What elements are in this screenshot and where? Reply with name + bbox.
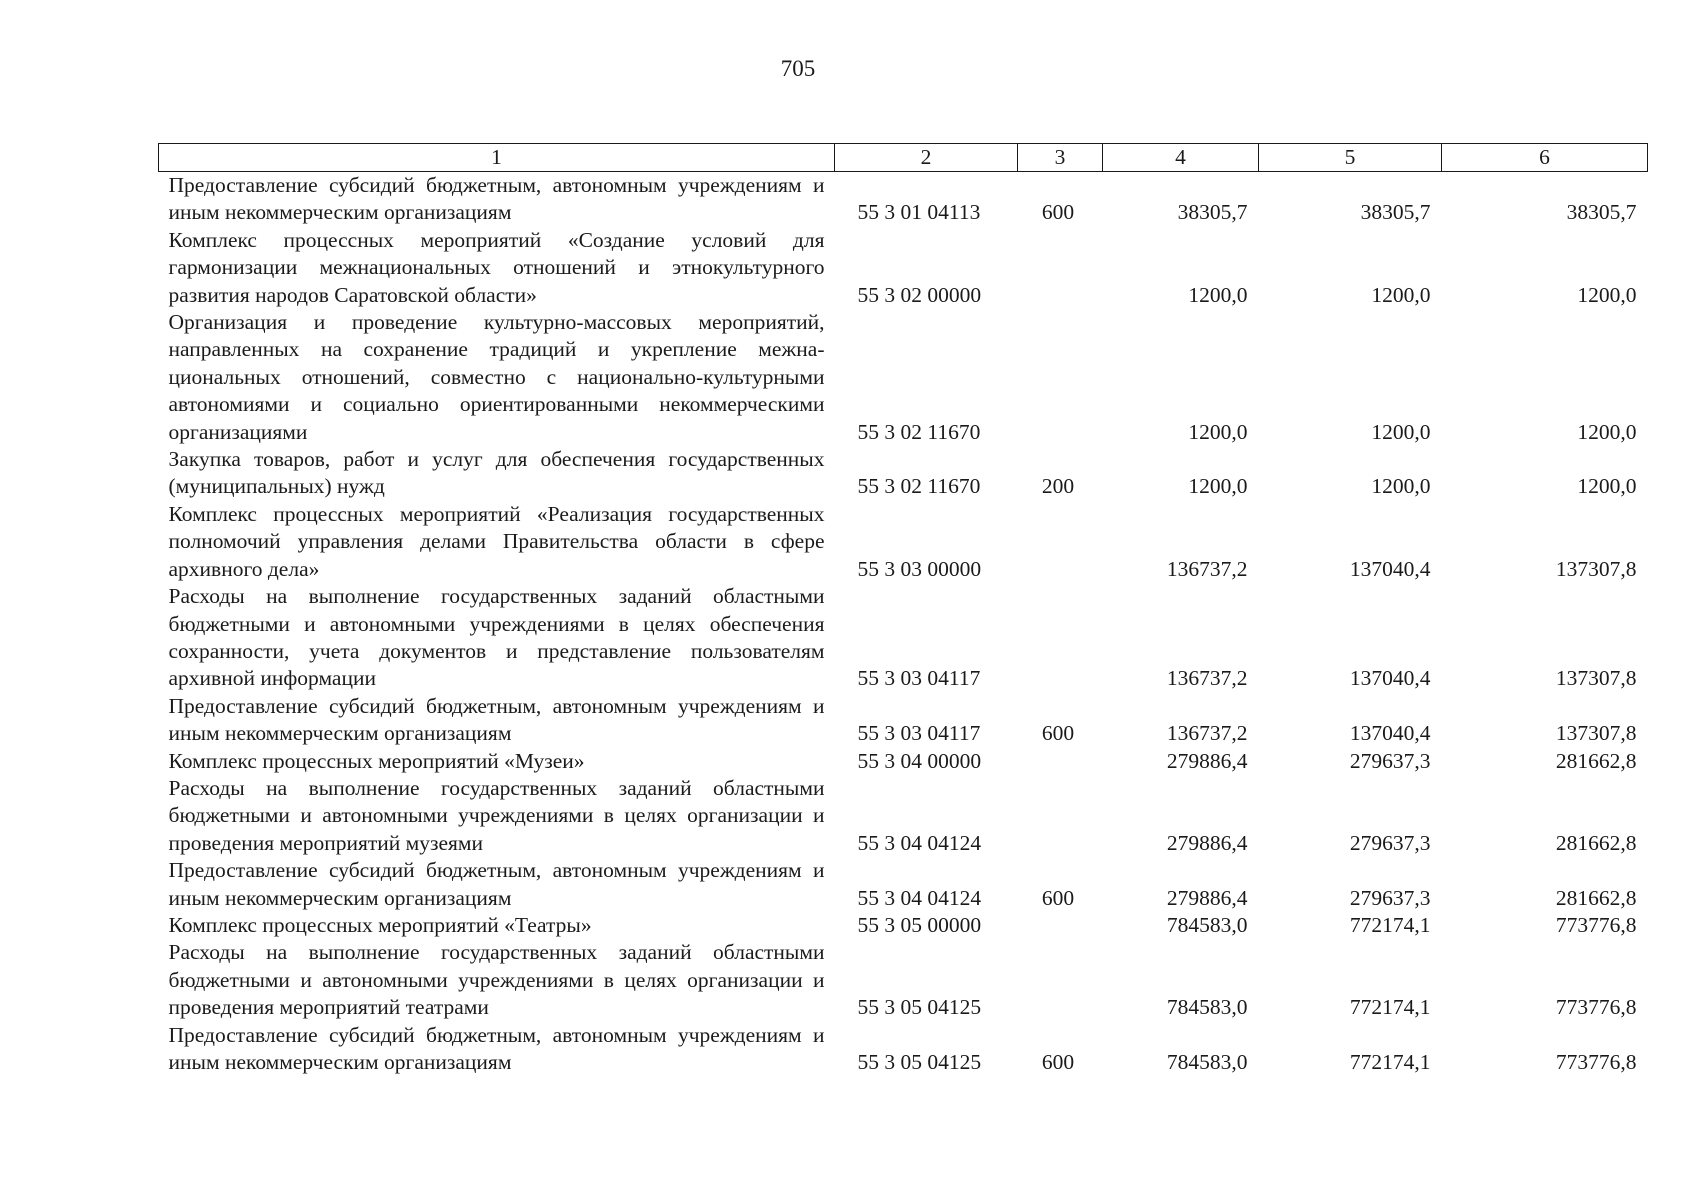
- row-value-5: 772174,1: [1349, 912, 1431, 937]
- row-code: 55 3 02 11670: [857, 474, 981, 499]
- row-value-5: 1200,0: [1371, 474, 1431, 499]
- row-name: Расходы на выполнение государственных заданий областными бюджетными и автономными учреждениями в целях обеспечения сохранности, учета документов и представление пользователям архивной информации: [168, 584, 825, 691]
- row-expense-type: 600: [1041, 721, 1075, 746]
- table-row: [159, 227, 1648, 309]
- row-expense-type: [1018, 748, 1103, 775]
- row-value-6: 137307,8: [1555, 666, 1637, 691]
- row-value-6: 137307,8: [1555, 556, 1637, 581]
- row-name: Закупка товаров, работ и услуг для обеспечения государственных (муниципальных) нужд: [168, 447, 825, 499]
- row-name: Комплекс процессных мероприятий «Реализация государственных полномочий управления делами Правительства области в сфере архивного дела»: [168, 501, 825, 581]
- row-value-4: 1200,0: [1188, 282, 1248, 307]
- row-value-5: 137040,4: [1349, 556, 1431, 581]
- row-expense-type: [1018, 775, 1103, 857]
- row-value-6: 1200,0: [1577, 474, 1637, 499]
- row-name: Предоставление субсидий бюджетным, автономным учреждениям и иным некоммерческим организациям: [168, 173, 825, 225]
- table-row: [159, 748, 1648, 775]
- row-code: 55 3 05 04125: [857, 1050, 982, 1074]
- row-name: Комплекс процессных мероприятий «Музеи»: [168, 748, 585, 773]
- row-value-5: 279637,3: [1349, 748, 1431, 773]
- row-value-6: 38305,7: [1566, 200, 1637, 225]
- row-name: Комплекс процессных мероприятий «Создание условий для гармонизации межнациональных отношений и этнокультурного развития народов Саратовской области»: [168, 227, 825, 307]
- table-body: [159, 172, 1648, 1077]
- row-name: Предоставление субсидий бюджетным, автономным учреждениям и иным некоммерческим организациям: [168, 693, 825, 746]
- table-row: [159, 501, 1648, 583]
- row-value-6: 1200,0: [1577, 419, 1637, 444]
- table-row: [159, 172, 1648, 227]
- row-name: Комплекс процессных мероприятий «Театры»: [168, 912, 592, 937]
- row-code: 55 3 02 00000: [857, 282, 982, 307]
- row-value-6: 281662,8: [1555, 885, 1637, 910]
- table-row: [159, 857, 1648, 912]
- table-row: [159, 1022, 1648, 1077]
- row-value-5: 38305,7: [1360, 200, 1431, 225]
- row-value-5: 137040,4: [1349, 666, 1431, 691]
- row-value-6: 137307,8: [1555, 721, 1637, 746]
- row-value-5: 772174,1: [1349, 1050, 1431, 1074]
- column-header-4: 4: [1103, 144, 1259, 172]
- row-expense-type: [1018, 501, 1103, 583]
- row-value-6: 773776,8: [1555, 1050, 1637, 1074]
- row-code: 55 3 04 04124: [857, 830, 982, 855]
- table-row: [159, 775, 1648, 857]
- row-value-4: 784583,0: [1166, 995, 1248, 1020]
- row-value-6: 1200,0: [1577, 282, 1637, 307]
- row-value-5: 1200,0: [1371, 419, 1431, 444]
- row-value-5: 279637,3: [1349, 885, 1431, 910]
- row-value-4: 279886,4: [1166, 885, 1248, 910]
- budget-table: [158, 143, 1648, 1076]
- row-code: 55 3 05 00000: [857, 912, 982, 937]
- row-name: Организация и проведение культурно-массовых мероприятий, направленных на сохранение традиций и укрепление межнациональных отношений, совместно с национально-культурными автономиями и социально ориентированными некоммерческими организациями: [168, 310, 825, 444]
- table-row: [159, 309, 1648, 446]
- column-header-5: 5: [1259, 144, 1442, 172]
- table-row: [159, 939, 1648, 1021]
- row-value-4: 136737,2: [1166, 666, 1248, 691]
- row-code: 55 3 03 04117: [857, 666, 981, 691]
- row-name: Предоставление субсидий бюджетным, автономным учреждениям и иным некоммерческим организациям: [168, 858, 825, 910]
- table-row: [159, 912, 1648, 939]
- row-code: 55 3 05 04125: [857, 995, 982, 1020]
- row-expense-type: [1018, 939, 1103, 1021]
- row-code: 55 3 04 00000: [857, 748, 982, 773]
- row-code: 55 3 04 04124: [857, 885, 982, 910]
- row-expense-type: [1018, 583, 1103, 693]
- row-value-6: 281662,8: [1555, 830, 1637, 855]
- row-value-5: 772174,1: [1349, 995, 1431, 1020]
- page-number: 705: [780, 56, 816, 81]
- row-value-4: 784583,0: [1166, 912, 1248, 937]
- column-header-3: 3: [1018, 144, 1103, 172]
- row-code: 55 3 02 11670: [857, 419, 981, 444]
- row-value-5: 279637,3: [1349, 830, 1431, 855]
- row-value-4: 38305,7: [1177, 200, 1248, 225]
- column-header-1: 1: [159, 144, 835, 172]
- row-expense-type: 600: [1041, 200, 1075, 225]
- row-value-5: 137040,4: [1349, 721, 1431, 746]
- row-expense-type: 200: [1041, 474, 1075, 499]
- row-value-4: 279886,4: [1166, 748, 1248, 773]
- row-name: Расходы на выполнение государственных заданий областными бюджетными и автономными учреждениями в целях организации и проведения мероприятий музеями: [168, 775, 825, 855]
- table-row: [159, 583, 1648, 693]
- row-value-6: 281662,8: [1555, 748, 1637, 773]
- row-expense-type: 600: [1041, 1050, 1075, 1074]
- row-value-6: 773776,8: [1555, 995, 1637, 1020]
- table-header: [159, 144, 1648, 172]
- row-value-6: 773776,8: [1555, 912, 1637, 937]
- row-name: Предоставление субсидий бюджетным, автономным учреждениям и иным некоммерческим организациям: [168, 1022, 825, 1074]
- row-expense-type: [1018, 227, 1103, 309]
- table-row: [159, 693, 1648, 748]
- row-value-4: 1200,0: [1188, 419, 1248, 444]
- column-header-6: 6: [1442, 144, 1648, 172]
- row-value-4: 136737,2: [1166, 721, 1248, 746]
- row-expense-type: [1018, 912, 1103, 939]
- row-code: 55 3 03 04117: [857, 721, 981, 746]
- row-value-5: 1200,0: [1371, 282, 1431, 307]
- row-value-4: 136737,2: [1166, 556, 1248, 581]
- row-expense-type: 600: [1041, 885, 1075, 910]
- row-value-4: 279886,4: [1166, 830, 1248, 855]
- column-header-2: 2: [835, 144, 1018, 172]
- row-name: Расходы на выполнение государственных заданий областными бюджетными и автономными учреждениями в целях организации и проведения мероприятий театрами: [168, 940, 825, 1020]
- table-row: [159, 446, 1648, 501]
- row-expense-type: [1018, 309, 1103, 446]
- header-row: [159, 144, 1648, 172]
- row-value-4: 784583,0: [1166, 1050, 1248, 1074]
- row-value-4: 1200,0: [1188, 474, 1248, 499]
- row-code: 55 3 03 00000: [857, 556, 982, 581]
- row-code: 55 3 01 04113: [857, 200, 981, 225]
